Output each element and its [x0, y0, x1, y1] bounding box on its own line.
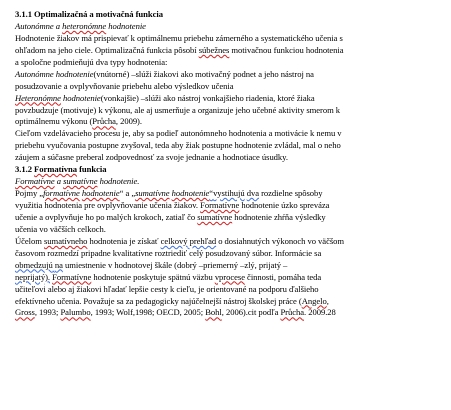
- paragraph-line: [15, 128, 445, 140]
- text-run: Hodnotenie žiakov má prispievať k optimálnemu priebehu zámerného a systematického učenia s: [15, 32, 343, 43]
- misspelled-word: Heteronómne: [15, 92, 61, 103]
- text-run: činnosti, pomáha teda: [244, 271, 322, 282]
- heading-text: funkcia: [77, 164, 107, 175]
- text-run: “ a „: [119, 188, 136, 199]
- misspelled-word: heteronómne: [62, 20, 107, 31]
- text-run: ,: [326, 295, 329, 306]
- paragraph-line: [15, 212, 445, 224]
- text-run: posudzovanie a ovplyvňovanie priebehu alebo výsledkov učenia: [15, 80, 234, 91]
- grammar-flagged-text: neprijatý).: [15, 271, 51, 282]
- paragraph-line: [15, 105, 445, 117]
- paragraph-line: [15, 284, 445, 296]
- grammar-flagged-text: obmedzujú: [15, 259, 53, 270]
- text-run: . 2009.28: [304, 307, 336, 318]
- misspelled-word: sumatívne: [63, 176, 98, 187]
- paragraph-line: [15, 152, 445, 164]
- subheading-autonomne: [15, 21, 445, 33]
- misspelled-word: sumatívneho: [44, 235, 88, 246]
- misspelled-word: Průcha: [280, 307, 305, 318]
- term-hodnotenie: hodnotenie: [63, 92, 101, 103]
- paragraph-line: [15, 248, 445, 260]
- citation-line: [15, 307, 445, 319]
- grammar-flagged-text: vystihujú: [213, 188, 245, 199]
- definition-line: [15, 69, 445, 81]
- paragraph-line: [15, 57, 445, 69]
- paragraph-line: [15, 33, 445, 45]
- text-run: učiteľovi alebo aj žiakovi hľadať lepšie cesty k cieľu, je orientované na podporu ďalšieho: [15, 283, 319, 294]
- misspelled-word: Bohl: [205, 307, 222, 318]
- text-run: Účelom: [15, 235, 45, 246]
- paragraph-line: [15, 236, 445, 248]
- misspelled-word: Palumbo: [60, 307, 91, 318]
- text-run: učenia vo väčších celkoch.: [15, 223, 106, 234]
- subheading-formativne: [15, 176, 445, 188]
- text-run: (vonkajšie) –slúži ako nástroj vonkajšieho riadenia, ktoré žiaka: [100, 92, 315, 103]
- misspelled-word: Gross: [15, 307, 35, 318]
- misspelled-word: formatívne: [43, 188, 80, 199]
- document-page: [15, 9, 445, 319]
- grammar-flagged-text: dva: [246, 188, 259, 199]
- paragraph-line: [15, 140, 445, 152]
- text-run: hodnotenie poskytuje spätnú väzbu: [91, 271, 215, 282]
- heading-text: 3.1.1 Optimalizačná a motivačná funkcia: [15, 9, 163, 19]
- text-run: umiestnenie v hodnotovej škále (dobrý –priemerný –zlý, prijatý –: [62, 259, 288, 270]
- section-heading-3-1-1: [15, 9, 445, 21]
- text-run: optimálnemu výkonu (: [15, 116, 93, 127]
- text-run: učenie a ovplyvňuje ho po malých krokoch, zatiaľ čo: [15, 211, 198, 222]
- text-run: Pojmy „: [15, 188, 44, 199]
- text-run: hodnotenia je získať: [87, 235, 161, 246]
- text-run: využitia hodnotenia pre ovplyvňovanie učenia žiakov.: [15, 200, 201, 210]
- text-run: efektívneho učenia. Považuje sa za pedagogicky najúčelnejší nástroj školskej práce (: [15, 295, 302, 306]
- text-run: záujem a súčasne preberal zodpovednosť za svoje jednanie a hodnotiace úsudky.: [15, 152, 288, 163]
- paragraph-line: [15, 200, 445, 212]
- paragraph-line: [15, 296, 445, 308]
- misspelled-word: Formatívna: [34, 164, 77, 175]
- misspelled-word: sumatívne: [135, 188, 170, 199]
- misspelled-word: sumatívne: [197, 211, 233, 222]
- text-run: hodnotenie zhŕňa výsledky: [232, 211, 326, 222]
- text-run: , 2009).: [115, 116, 142, 127]
- paragraph-line: [15, 45, 445, 57]
- misspelled-word: Formatívne: [200, 200, 240, 210]
- text-run: hodnotenie úzko spreváza: [239, 200, 330, 210]
- grammar-flagged-text: “: [209, 188, 214, 199]
- text-run: hodnotenie.: [97, 176, 140, 187]
- text-run: časovom rozmedzí pripadne kvalitatívne roztriediť celý posudzovaný súbor. Informácie sa: [15, 247, 322, 258]
- text-run: hodnotenie: [106, 20, 146, 31]
- text-run: a: [54, 176, 64, 187]
- paragraph-line: [15, 116, 445, 128]
- text-run: povzbudzuje (motivuje) k výkonu, ale aj usmerňuje a organizuje jeho učebné aktivity smerom k: [15, 104, 341, 115]
- paragraph-line: [15, 272, 445, 284]
- misspelled-word: Průcha: [92, 116, 116, 127]
- misspelled-word: Formatívne: [52, 271, 92, 282]
- misspelled-word: Angelo: [301, 295, 327, 306]
- misspelled-word: Formatívne: [15, 176, 55, 187]
- misspelled-word: hodnotenie: [81, 188, 120, 199]
- section-heading-3-1-2: [15, 164, 445, 176]
- grammar-flagged-text: prehľad: [189, 235, 217, 246]
- term-autonomne-hodnotenie: Autonómne hodnotenie: [15, 68, 94, 79]
- heading-text: 3.1.2: [15, 164, 35, 175]
- paragraph-line: [15, 224, 445, 236]
- text-run: (vnútorné) –slúži žiakovi ako motivačný podnet a jeho nástroj na: [93, 68, 314, 79]
- text-run: rozdielne spôsoby: [258, 188, 323, 199]
- text-run: priebehu vyučovania postupne zvyšoval, teda aby žiak postupne hodnotenie zvládal, mal o neho: [15, 140, 341, 151]
- text-run: o dosiahnutých výkonoch vo väčšom: [216, 235, 345, 246]
- text-run: a spoločne podmieňujú dva typy hodnotenia:: [15, 56, 168, 67]
- paragraph-line: [15, 188, 445, 200]
- paragraph-line: [15, 260, 445, 272]
- misspelled-word: vprocese: [214, 271, 245, 282]
- text-run: , 1993; Wolf,1998; OECD, 2005;: [90, 307, 206, 318]
- grammar-flagged-text: na: [54, 259, 63, 270]
- text-run: motivačnou funkciou hodnotenia: [229, 44, 344, 55]
- definition-line: [15, 93, 445, 105]
- misspelled-word: súbežnes: [198, 44, 230, 55]
- text-run: , 1993;: [34, 307, 61, 318]
- text-run: Cieľom vzdelávacieho procesu je, aby sa podieľ autonómneho hodnotenia a motivácie k nemu v: [15, 128, 342, 139]
- misspelled-word: hodnotenie: [171, 188, 210, 199]
- grammar-flagged-text: celkový: [160, 235, 188, 246]
- text-run: Autonómne a: [15, 20, 63, 31]
- paragraph-line: [15, 81, 445, 93]
- text-run: , 2006).cit podľa: [221, 307, 281, 318]
- text-run: ohľadom na jeho ciele. Optimalizačná funkcia pôsobí: [15, 44, 199, 55]
